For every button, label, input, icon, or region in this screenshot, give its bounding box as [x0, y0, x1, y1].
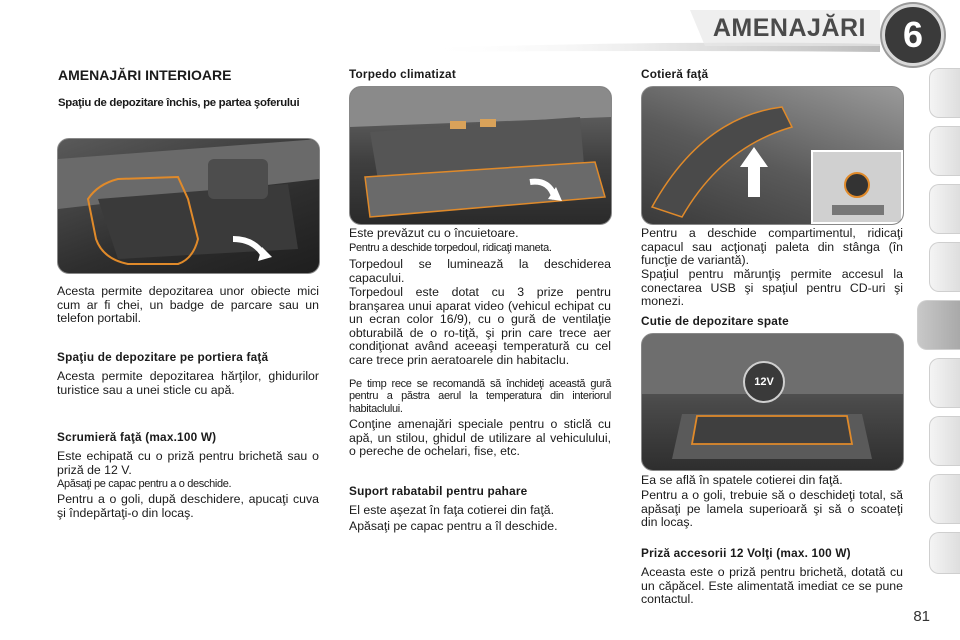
armrest-text-1: Pentru a deschide compartimentul, ridicaţi capacul sau acţionaţi paleta din stânga (în funcţie de variantă).	[641, 226, 903, 268]
glovebox-photo	[349, 86, 612, 225]
armrest-photo	[641, 86, 904, 225]
chapter-title: AMENAJĂRI	[712, 14, 866, 42]
glovebox-illustration	[350, 87, 611, 224]
chapter-number-badge: 6	[882, 4, 944, 66]
ashtray-text-2: Apăsaţi pe capac pentru a o deschide.	[57, 478, 232, 490]
cupholder-heading: Suport rabatabil pentru pahare	[349, 484, 528, 498]
chapter-tab[interactable]	[929, 184, 960, 234]
page-header	[0, 0, 960, 64]
cupholder-text-1: El este aşezat în faţa cotierei din faţă.	[349, 503, 555, 517]
armrest-text-2: Spaţiul pentru mărunţiş permite accesul la conectarea USB şi spaţiul pentru CD-uri şi monezi.	[641, 267, 903, 309]
storage-description: Acesta permite depozitarea unor obiecte mici cum ar fi chei, un badge de parcare sau un telefon portabil.	[57, 284, 319, 326]
12v-badge: 12V	[754, 376, 774, 388]
ashtray-text-1: Este echipată cu o priză pentru brichetă sau o priză de 12 V.	[57, 449, 319, 477]
ashtray-text-3: Pentru a o goli, după deschidere, apucaţi cuva şi îndepărtaţi-o din locaş.	[57, 492, 319, 520]
glovebox-heading: Torpedo climatizat	[349, 67, 456, 81]
rear-storage-illustration	[642, 334, 903, 470]
cupholder-text-2: Apăsaţi pe capac pentru a îl deschide.	[349, 519, 558, 533]
driver-storage-photo	[57, 138, 320, 274]
armrest-heading: Cotieră faţă	[641, 67, 709, 81]
rear-storage-text-1: Ea se află în spatele cotierei din faţă.	[641, 473, 843, 487]
glovebox-text-5: Pe timp rece se recomandă să închideţi această gură pentru a păstra aerul la temperatura din interiorul habitaclului.	[349, 378, 611, 415]
door-storage-text: Acesta permite depozitarea hărţilor, ghidurilor turistice sau a unei sticle cu apă.	[57, 369, 319, 397]
chapter-tab[interactable]	[929, 126, 960, 176]
chapter-tab[interactable]	[929, 242, 960, 292]
driver-storage-illustration	[58, 139, 319, 273]
glovebox-text-2: Pentru a deschide torpedoul, ridicaţi maneta.	[349, 242, 552, 254]
armrest-illustration	[642, 87, 903, 224]
page-number: 81	[913, 608, 930, 625]
chapter-tab[interactable]	[929, 68, 960, 118]
glovebox-text-6: Conţine amenajări speciale pentru o sticlă cu apă, un stilou, ghidul de utilizare al vehiculului, o pereche de ochelari, fise, etc.	[349, 417, 611, 459]
rear-storage-photo	[641, 333, 904, 471]
section-subtitle: Spaţiu de depozitare închis, pe partea şoferului	[58, 97, 300, 109]
chapter-tab[interactable]	[929, 532, 960, 574]
glovebox-text-3: Torpedoul se luminează la deschiderea capacului.	[349, 257, 611, 285]
socket-heading: Priză accesorii 12 Volţi (max. 100 W)	[641, 546, 851, 560]
glovebox-text-4: Torpedoul este dotat cu 3 prize pentru branşarea unui aparat video (vehicul echipat cu un ecran color 16/9), cu o gură de ventilaţie obturabilă de o ro-tiţă, şi prin care trece aer condiţionat având aceeaşi temperatură cu cel care trece prin aeratoarele din habitaclu.	[349, 285, 611, 367]
socket-text: Aceasta este o priză pentru brichetă, dotată cu un căpăcel. Este alimentată imediat ce se pune contactul.	[641, 565, 903, 607]
rear-storage-text-2: Pentru a o goli, trebuie să o deschideţi total, să apăsaţi pe lamela superioară şi să o scoateţi din locaş.	[641, 488, 903, 530]
chapter-tabs	[928, 68, 960, 574]
section-title: AMENAJĂRI INTERIOARE	[58, 67, 232, 83]
glovebox-text-1: Este prevăzut cu o încuietoare.	[349, 226, 519, 240]
chapter-tab[interactable]	[929, 358, 960, 408]
door-storage-heading: Spaţiu de depozitare pe portiera faţă	[57, 350, 269, 364]
chapter-tab[interactable]	[929, 474, 960, 524]
chapter-tab-active[interactable]	[917, 300, 960, 350]
ashtray-heading: Scrumieră faţă (max.100 W)	[57, 430, 217, 444]
rear-storage-heading: Cutie de depozitare spate	[641, 314, 789, 328]
chapter-tab[interactable]	[929, 416, 960, 466]
